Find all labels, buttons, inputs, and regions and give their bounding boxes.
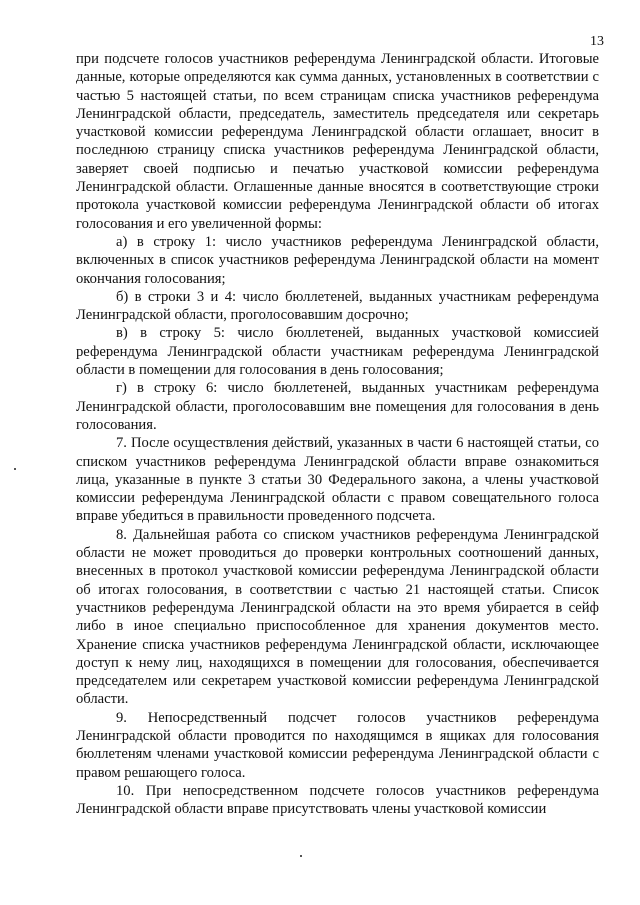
- clause-10: 10. При непосредственном подсчете голосов участников референдума Ленинградской области вправе присутствовать члены участковой комиссии: [76, 782, 599, 818]
- scan-speck: [14, 468, 16, 470]
- paragraph-continuation: при подсчете голосов участников референдума Ленинградской области. Итоговые данные, которые определяются как сумма данных, установленных в соответствии с частью 5 настоящей статьи, по всем страницам списка участников референдума Ленинградской области, председатель, заместитель председателя или секретарь участковой комиссии референдума Ленинградской области оглашает, вносит в последнюю страницу списка участников референдума Ленинградской области, заверяет своей подписью и печатью участковой комиссии референдума Ленинградской области. Оглашенные данные вносятся в соответствующие строки протокола участковой комиссии референдума Ленинградской области об итогах голосования и его увеличенной формы:: [76, 51, 599, 232]
- clause-7: 7. После осуществления действий, указанных в части 6 настоящей статьи, со списком участников референдума Ленинградской области вправе ознакомиться лица, указанные в пункте 3 статьи 30 Федерального закона, а члены участковой комиссии референдума Ленинградской области с правом совещательного голоса вправе убедиться в правильности проведенного подсчета.: [76, 435, 599, 525]
- document-body: [76, 50, 599, 818]
- clause-9: 9. Непосредственный подсчет голосов участников референдума Ленинградской области проводится по находящимся в ящиках для голосования бюллетеням членами участковой комиссии референдума Ленинградской области с правом решающего голоса.: [76, 709, 599, 781]
- clause-8: 8. Дальнейшая работа со списком участников референдума Ленинградской области не может проводиться до проверки контрольных соотношений данных, внесенных в протокол участковой комиссии референдума Ленинградской области об итогах голосования, в соответствии с частью 21 настоящей статьи. Список участников референдума Ленинградской области на это время убирается в сейф либо в иное специально приспособленное для хранения документов место. Хранение списка участников референдума Ленинградской области, исключающее доступ к нему лиц, находящихся в помещении для голосования, обеспечивается председателем или секретарем участковой комиссии референдума Ленинградской области.: [76, 526, 599, 708]
- page-number: 13: [590, 34, 604, 49]
- scan-speck: [300, 855, 302, 857]
- list-item-d: г) в строку 6: число бюллетеней, выданных участникам референдума Ленинградской области, проголосовавшим вне помещения для голосования в день голосования.: [76, 380, 599, 433]
- list-item-a: а) в строку 1: число участников референдума Ленинградской области, включенных в список участников референдума Ленинградской области на момент окончания голосования;: [76, 233, 599, 287]
- list-item-c: в) в строку 5: число бюллетеней, выданных участковой комиссией референдума Ленинградской области участникам референдума Ленинградской области в помещении для голосования в день голосования;: [76, 325, 599, 379]
- list-item-b: б) в строки 3 и 4: число бюллетеней, выданных участникам референдума Ленинградской области, проголосовавшим досрочно;: [76, 288, 599, 324]
